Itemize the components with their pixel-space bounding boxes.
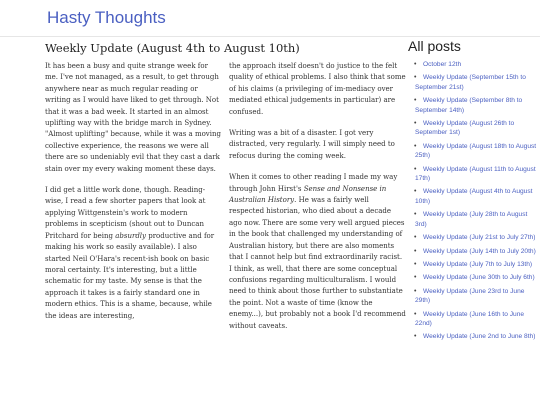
post-link[interactable]: Weekly Update (June 30th to July 6th) xyxy=(423,274,535,282)
post-list-item xyxy=(410,96,538,115)
bullet-icon: • xyxy=(414,260,417,268)
emphasis-text: absurdly xyxy=(115,231,146,240)
bullet-icon: • xyxy=(414,310,417,318)
post-list-item xyxy=(410,60,538,69)
post-list-item xyxy=(410,165,538,184)
post-paragraph xyxy=(229,172,406,332)
post-title: Weekly Update (August 4th to August 10th) xyxy=(45,41,300,55)
post-paragraph xyxy=(45,185,221,322)
post-link[interactable]: Weekly Update (July 7th to July 13th) xyxy=(423,260,533,268)
bullet-icon: • xyxy=(414,247,417,255)
post-link[interactable]: Weekly Update (August 11th to August 17th) xyxy=(415,165,536,183)
bullet-icon: • xyxy=(414,234,417,242)
post-link[interactable]: Weekly Update (August 4th to August 10th) xyxy=(415,188,533,205)
bullet-icon: • xyxy=(414,61,417,68)
bullet-icon: • xyxy=(414,188,417,196)
post-body-column-2 xyxy=(229,61,406,342)
text-span: I did get a little work done, though. Reading-wise, I read a few shorter papers that look at applying Wittgenstein's work to modern problems in scepticism (shout out to Duncan Pritchard for being xyxy=(45,186,206,240)
post-link[interactable]: Weekly Update (July 28th to August 3rd) xyxy=(415,211,528,228)
post-link[interactable]: Weekly Update (June 16th to June 22nd) xyxy=(415,310,525,327)
post-list-item xyxy=(410,332,538,341)
book-title-emphasis: Sense and Nonsense in Australian History xyxy=(229,184,387,205)
text-span: When it comes to other reading I made my way through John Hirst's xyxy=(229,173,398,193)
bullet-icon: • xyxy=(414,211,417,219)
post-list-item xyxy=(410,287,538,306)
post-link[interactable]: Weekly Update (September 15th to September 21st) xyxy=(415,74,526,91)
text-span: . He was a fairly well respected historian, who died about a decade ago now. There are some very well argued pieces in the book that challenged my understanding of Australian history, but there are also moments that I cannot help but find extraordinarily racist. I think, as well, that there are some conceptual confusions regarding multiculturalism. I would need to think about those further to substantiate the point. Not a waste of time (know the enemy...), but probably not a book I'd recommend without caveats. xyxy=(229,196,406,330)
post-link[interactable]: Weekly Update (September 8th to September 14th) xyxy=(415,97,523,114)
post-link[interactable]: Weekly Update (August 26th to September 1st) xyxy=(415,120,515,137)
post-link[interactable]: Weekly Update (August 18th to August 25th) xyxy=(415,142,537,160)
post-list-item xyxy=(410,273,538,282)
post-paragraph: Writing was a bit of a disaster. I got very distracted, very regularly. I will simply need to refocus during the coming week. xyxy=(229,129,395,160)
post-paragraph: the approach itself doesn't do justice to the felt quality of ethical problems. I also think that some of his claims (a privileging of im-mediacy over mediated ethical judgements in particular) are confused. xyxy=(229,62,406,116)
text-span: productive and for making his work so easily available). I also started Neil O'Hara's recent-ish book on basic moral certainty. It's interesting, but a little schematic for my taste. My sense is that the approach it takes is a fairly standard one in modern ethics. This is a shame, because, while the ideas are interesting, xyxy=(45,231,215,320)
post-paragraph: It has been a busy and quite strange week for me. I've not managed, as a result, to get through anywhere near as much regular reading or writing as I would have liked to get through. Not that it was a bad week. It started in an almost uplifting way with the bridge march in Sydney. "Almost uplifting" because, while it was a moving collective experience, the reasons we were all there are so undeniably evil that they cast a dark stain over my every waking moment these days. xyxy=(45,62,221,173)
post-list xyxy=(410,60,538,346)
post-link[interactable]: October 12th xyxy=(423,61,462,68)
post-list-item xyxy=(410,247,538,256)
post-list-item xyxy=(410,260,538,269)
bullet-icon: • xyxy=(414,274,417,282)
bullet-icon: • xyxy=(414,142,417,150)
post-list-item xyxy=(410,310,538,329)
bullet-icon: • xyxy=(414,333,417,341)
post-body-column-1 xyxy=(45,61,221,332)
sidebar-title: All posts xyxy=(408,38,461,54)
bullet-icon: • xyxy=(414,165,417,173)
post-list-item xyxy=(410,233,538,242)
bullet-icon: • xyxy=(414,74,417,82)
post-list-item xyxy=(410,119,538,138)
post-link[interactable]: Weekly Update (June 2nd to June 8th) xyxy=(423,333,536,341)
site-header xyxy=(0,0,540,37)
site-title-link[interactable]: Hasty Thoughts xyxy=(47,8,166,27)
bullet-icon: • xyxy=(414,97,417,105)
bullet-icon: • xyxy=(414,287,417,295)
post-list-item xyxy=(410,187,538,206)
bullet-icon: • xyxy=(414,120,417,128)
post-list-item xyxy=(410,73,538,92)
post-link[interactable]: Weekly Update (July 21st to July 27th) xyxy=(423,234,536,242)
post-list-item xyxy=(410,142,538,161)
post-link[interactable]: Weekly Update (June 23rd to June 29th) xyxy=(415,287,525,305)
post-link[interactable]: Weekly Update (July 14th to July 20th) xyxy=(423,247,536,255)
post-list-item xyxy=(410,210,538,229)
